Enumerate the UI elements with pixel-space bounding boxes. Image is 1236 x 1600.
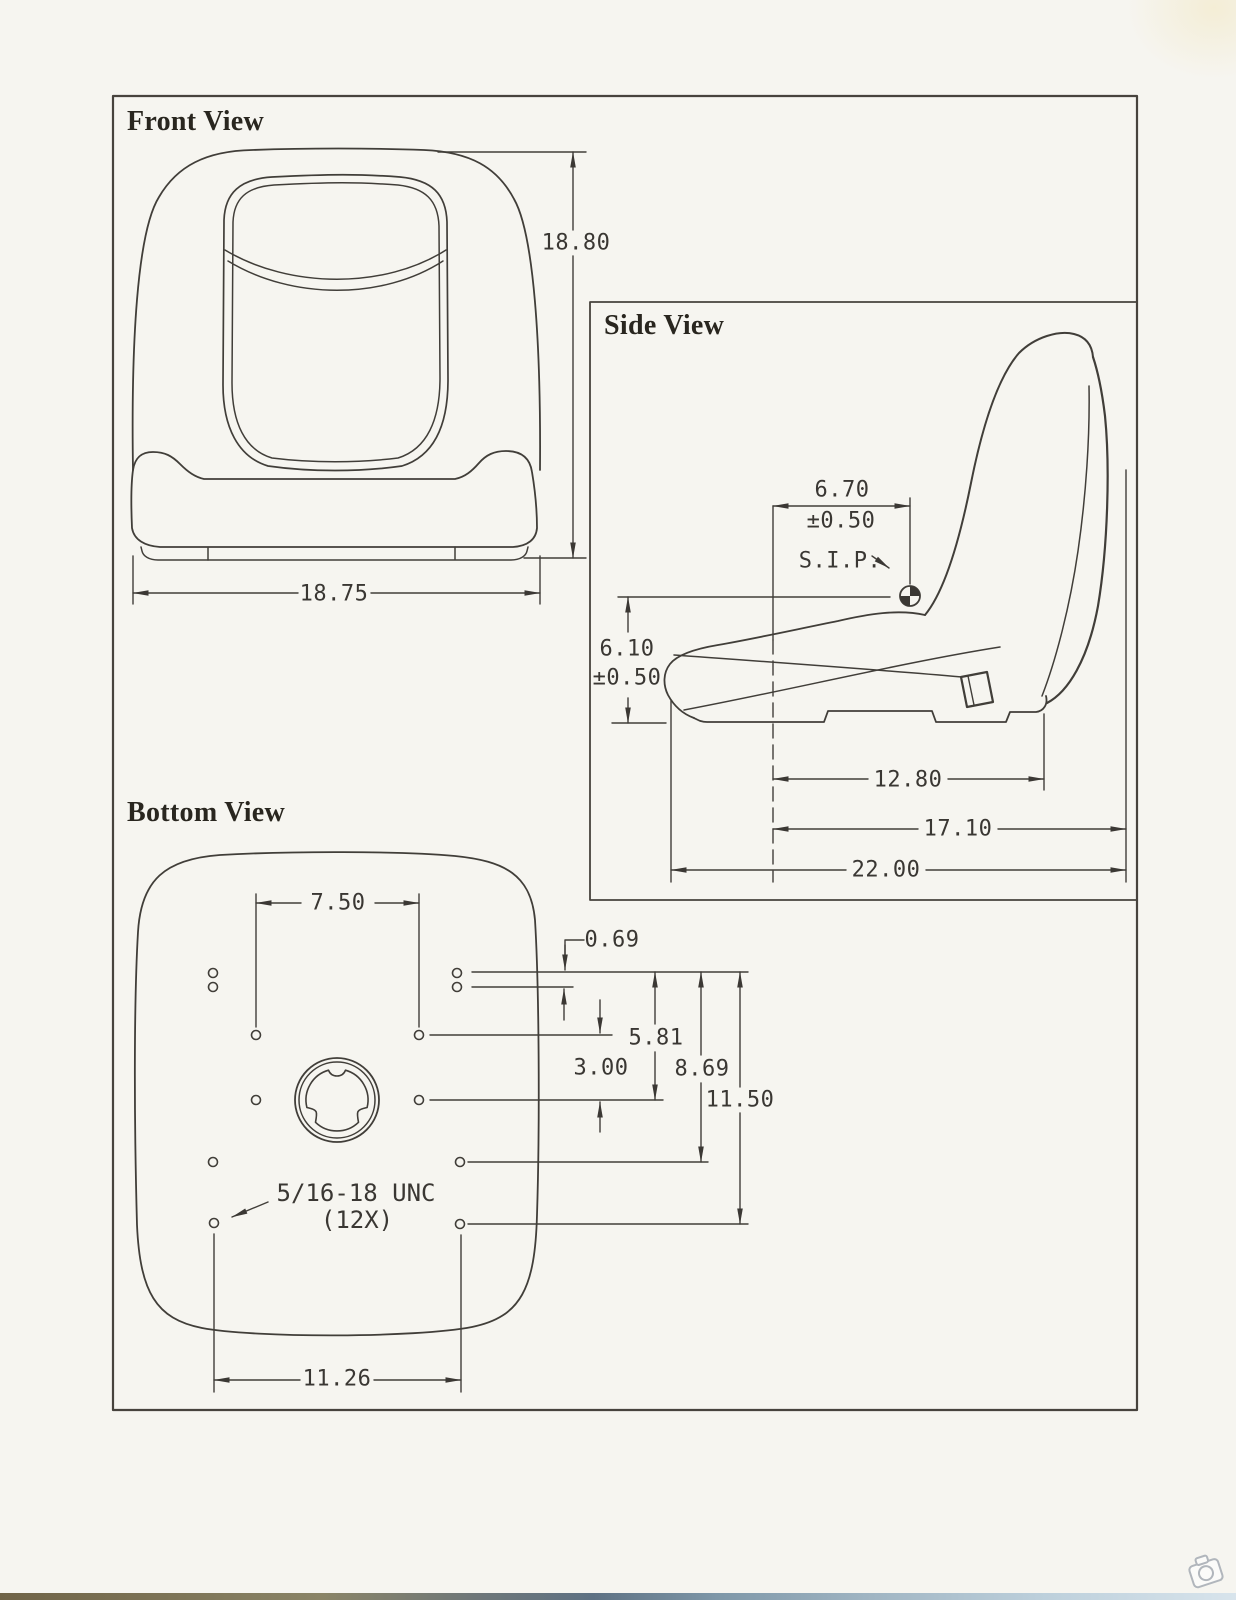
dim-bottom-rear-spacing: 11.26 (302, 1366, 372, 1392)
front-back-pad-inner (232, 183, 440, 462)
bottom-view-title: Bottom View (127, 797, 286, 828)
dim-bottom-row2: 5.81 (628, 1025, 684, 1051)
dim-bottom-front-spacing: 7.50 (310, 890, 366, 916)
sip-label: S.I.P. (798, 548, 882, 574)
dim-side-height: 6.10 (599, 636, 655, 662)
front-view-title: Front View (127, 106, 265, 137)
sip-marker (900, 586, 920, 606)
side-seam-upper (674, 655, 962, 677)
dim-side-height-tol: ±0.50 (592, 665, 662, 691)
side-view-box (590, 302, 1137, 900)
side-seam-lower (684, 647, 1000, 710)
scanner-edge-strip (0, 1593, 1236, 1600)
thread-qty: (12X) (320, 1206, 394, 1234)
thread-note: 5/16-18 UNC (276, 1179, 436, 1207)
front-tray-ticks (208, 547, 455, 560)
dim-side-rail: 12.80 (873, 767, 943, 793)
front-view-drawing (131, 149, 586, 605)
dim-bottom-gap: 3.00 (573, 1055, 629, 1081)
dim-front-height: 18.80 (541, 230, 611, 256)
bottom-view-drawing (135, 852, 748, 1392)
dim-side-mid: 17.10 (923, 816, 993, 842)
front-seat-back-outline (133, 149, 540, 471)
side-view-title: Side View (604, 310, 725, 341)
dim-bottom-pair-gap: 0.69 (584, 927, 640, 953)
front-pad-divider-upper (225, 250, 446, 279)
dim-bottom-row4: 11.50 (705, 1087, 775, 1113)
dim-front-width: 18.75 (299, 581, 369, 607)
outer-border (113, 96, 1137, 1410)
dim-side-setback-tol: ±0.50 (806, 508, 876, 534)
side-view-drawing (612, 333, 1126, 882)
dim-side-overall: 22.00 (851, 857, 921, 883)
dim-bottom-row3: 8.69 (674, 1056, 730, 1082)
thread-note-leader (232, 1202, 268, 1217)
center-ring (295, 1058, 379, 1142)
front-back-pad-outer (223, 175, 448, 471)
side-latch (961, 672, 993, 707)
front-base-tray (141, 547, 528, 560)
side-backrest-front-edge (925, 333, 1093, 615)
bottom-pan-outline (135, 852, 539, 1335)
front-cushion-outline (131, 451, 537, 547)
front-pad-divider-lower (228, 261, 443, 290)
side-backrest-seam (1042, 386, 1089, 696)
bottom-pair-gap-dimension (564, 940, 584, 1020)
side-cushion-top (664, 612, 925, 718)
dim-side-setback: 6.70 (814, 477, 870, 503)
front-height-dimension (438, 152, 586, 558)
watermark-camera-icon (1184, 1548, 1228, 1592)
